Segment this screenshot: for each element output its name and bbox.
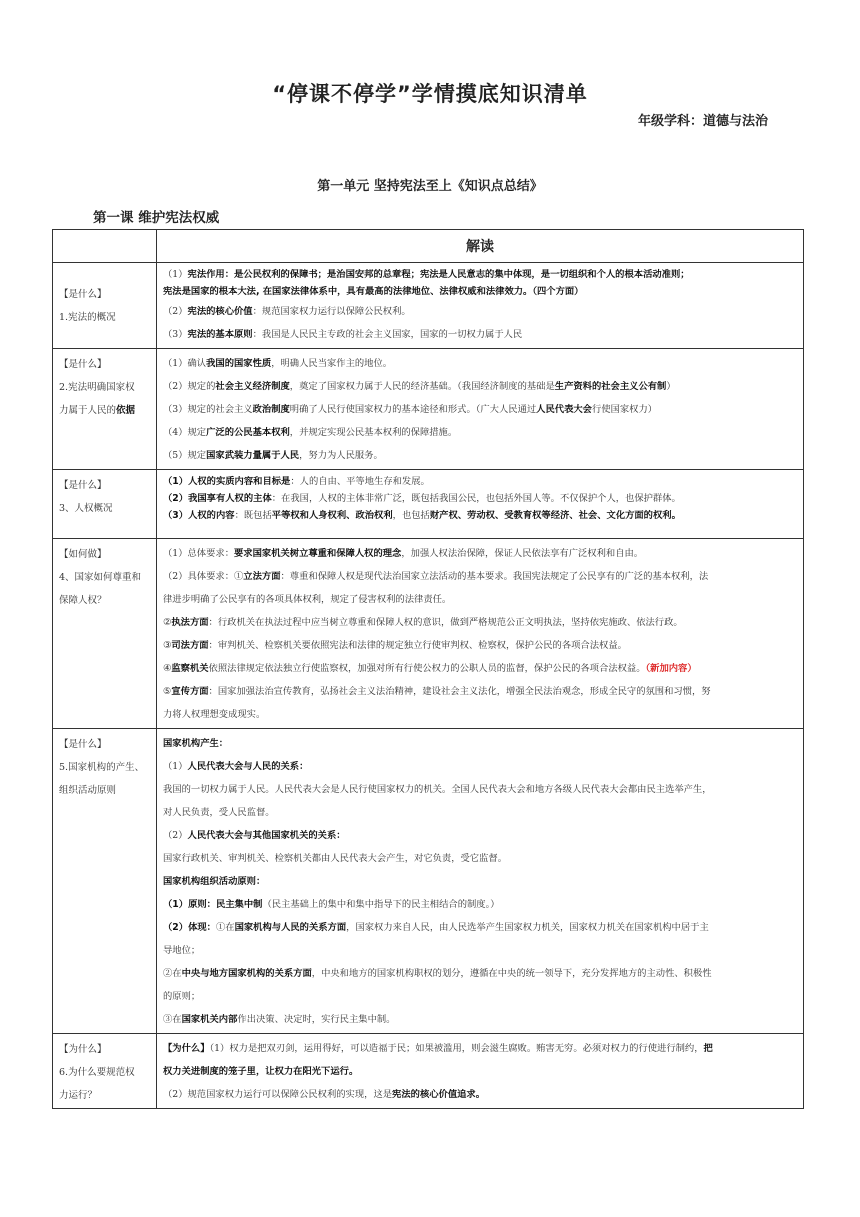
header-empty-cell [53, 230, 157, 263]
row-topic-cell [53, 470, 157, 539]
content-line: （1）总体要求：要求国家机关树立尊重和保障人权的理念，加强人权法治保障，保证人民依法享有广泛权利和自由。 [163, 548, 644, 559]
knowledge-table [52, 229, 804, 1109]
content-line: （1）原则：民主集中制（民主基础上的集中和集中指导下的民主相结合的制度。） [163, 899, 500, 910]
topic-tag: 【是什么】 [59, 480, 107, 491]
content-line: （3）宪法的基本原则：我国是人民民主专政的社会主义国家，国家的一切权力属于人民 [163, 329, 523, 340]
topic-tag: 【为什么】 [59, 1044, 107, 1055]
content-line: 对人民负责，受人民监督。 [163, 807, 275, 818]
content-line: 律进步明确了公民享有的各项具体权利，规定了侵害权利的法律责任。 [163, 594, 452, 605]
page-title: “停课不停学”学情摸底知识清单 [272, 82, 588, 106]
topic-title: 保障人权？ [59, 595, 107, 606]
table-row [53, 470, 804, 539]
row-topic-cell [53, 729, 157, 1034]
content-line: （2）我国享有人权的主体：在我国，人权的主体非常广泛，既包括我国公民，也包括外国人等。不仅保护个人，也保护群体。 [163, 493, 681, 504]
header-interpretation: 解读 [157, 230, 804, 263]
topic-title: 1.宪法的概况 [59, 311, 116, 323]
row-content-cell [157, 470, 804, 539]
content-line: 【为什么】（1）权力是把双刃剑，运用得好，可以造福于民；如果被滥用，则会滋生腐败。贿害无穷。必须对权力的行使进行制约，把 [163, 1043, 713, 1054]
content-line: （2）规定的社会主义经济制度，奠定了国家权力属于人民的经济基础。（我国经济制度的基础是生产资料的社会主义公有制） [163, 381, 676, 392]
topic-title: 3、人权概况 [59, 503, 113, 514]
row-content-cell [157, 1034, 804, 1109]
row-topic-cell [53, 539, 157, 729]
table-row [53, 263, 804, 349]
content-line: ②执法方面：行政机关在执法过程中应当树立尊重和保障人权的意识，做到严格规范公正文明执法，坚持依宪施政、依法行政。 [163, 617, 683, 628]
topic-tag: 【是什么】 [59, 359, 107, 370]
content-line: （2）具体要求：①立法方面：尊重和保障人权是现代法治国家立法活动的基本要求。我国宪法规定了公民享有的广泛的基本权利，法 [163, 571, 709, 582]
subject-label: 年级学科：道德与法治 [637, 114, 768, 129]
content-line: ④监察机关依照法律规定依法独立行使监察权，加强对所有行使公权力的公职人员的监督，保护公民的各项合法权益。（新加内容） [163, 663, 697, 674]
content-line: （2）宪法的核心价值：规范国家权力运行以保障公民权利。 [163, 306, 411, 317]
content-line: （1）宪法作用：是公民权利的保障书；是治国安邦的总章程；宪法是人民意志的集中体现，是一切组织和个人的根本活动准则； [163, 269, 690, 280]
table-header-row [53, 230, 804, 263]
content-line: 权力关进制度的笼子里，让权力在阳光下运行。 [163, 1066, 359, 1077]
content-line: （2）规范国家权力运行可以保障公民权利的实现，这是宪法的核心价值追求。 [163, 1089, 486, 1100]
content-line: ③在国家机关内部作出决策、决定时，实行民主集中制。 [163, 1014, 396, 1025]
content-line: （3）规定的社会主义政治制度明确了人民行使国家权力的基本途径和形式。（广大人民通过人民代表大会行使国家权力） [163, 404, 658, 415]
content-line: （5）规定国家武装力量属于人民，努力为人民服务。 [163, 450, 383, 461]
topic-title: 力运行？ [59, 1090, 98, 1101]
row-topic-cell [53, 349, 157, 470]
content-line: （4）规定广泛的公民基本权利，并规定实现公民基本权利的保障措施。 [163, 427, 458, 438]
table-row [53, 729, 804, 1034]
content-line: 力将人权理想变成现实。 [163, 709, 266, 720]
content-line: ②在中央与地方国家机构的关系方面，中央和地方的国家机构职权的划分，遵循在中央的统一领导下，充分发挥地方的主动性、积极性 [163, 968, 712, 979]
row-content-cell [157, 539, 804, 729]
content-line: 国家机构产生： [163, 738, 229, 749]
topic-tag: 【如何做】 [59, 549, 107, 560]
unit-title: 第一单元 坚持宪法至上《知识点总结》 [317, 179, 543, 194]
table-row [53, 349, 804, 470]
topic-title: 5.国家机构的产生、 [59, 762, 145, 773]
content-line: （2）体现：①在国家机构与人民的关系方面，国家权力来自人民，由人民选举产生国家权力机关，国家权力机关在国家机构中居于主 [163, 922, 709, 933]
content-line: （1）人民代表大会与人民的关系： [163, 761, 309, 772]
content-line: （2）人民代表大会与其他国家机关的关系： [163, 830, 346, 841]
topic-title: 力属于人民的依据 [59, 405, 136, 416]
content-line: 国家机构组织活动原则： [163, 876, 266, 887]
content-line: 导地位； [163, 945, 201, 956]
content-line: 国家行政机关、审判机关、检察机关都由人民代表大会产生，对它负责，受它监督。 [163, 853, 507, 864]
row-topic-cell [53, 1034, 157, 1109]
topic-title: 组织活动原则 [59, 785, 117, 796]
topic-title: 6.为什么要规范权 [59, 1067, 135, 1078]
table-row [53, 539, 804, 729]
row-content-cell [157, 263, 804, 349]
content-line: （1）确认我国的国家性质，明确人民当家作主的地位。 [163, 358, 393, 369]
content-line: 我国的一切权力属于人民。人民代表大会是人民行使国家权力的机关。全国人民代表大会和地方各级人民代表大会都由民主选举产生， [163, 784, 712, 795]
topic-tag: 【是什么】 [59, 739, 107, 750]
content-line: ③司法方面：审判机关、检察机关要依照宪法和法律的规定独立行使审判权、检察权，保护公民的各项合法权益。 [163, 640, 627, 651]
row-content-cell [157, 349, 804, 470]
content-line: 的原则； [163, 991, 201, 1002]
content-line: （3）人权的内容：既包括平等权和人身权利、政治权利，也包括财产权、劳动权、受教育权等经济、社会、文化方面的权利。 [163, 510, 681, 521]
row-content-cell [157, 729, 804, 1034]
new-content-tag: （新加内容） [645, 663, 697, 674]
content-line: （1）人权的实质内容和目标是：人的自由、平等地生存和发展。 [163, 476, 430, 487]
topic-tag: 【是什么】 [59, 288, 107, 300]
content-line: 宪法是国家的根本大法, 在国家法律体系中，具有最高的法律地位、法律权威和法律效力。（四个方面） [163, 286, 584, 297]
content-line: ⑤宣传方面：国家加强法治宣传教育，弘扬社会主义法治精神，建设社会主义法化，增强全民法治观念，形成全民守的氛围和习惯，努 [163, 686, 711, 697]
topic-title: 2.宪法明确国家权 [59, 382, 135, 393]
row-topic-cell [53, 263, 157, 349]
topic-title: 4、国家如何尊重和 [59, 572, 142, 583]
table-row [53, 1034, 804, 1109]
lesson-title: 第一课 维护宪法权威 [93, 210, 220, 226]
